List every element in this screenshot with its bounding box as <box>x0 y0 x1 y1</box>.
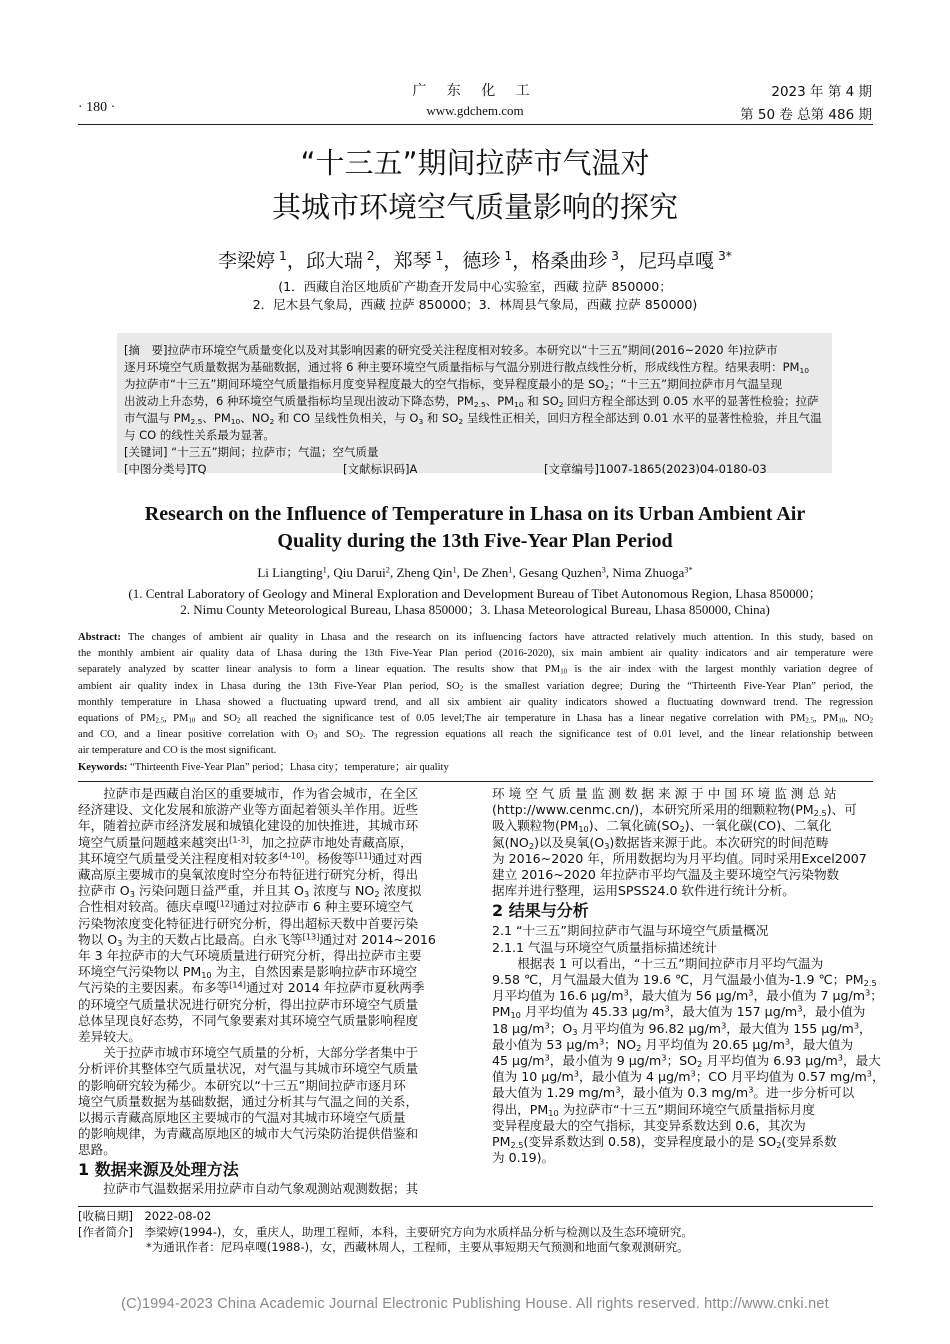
title-en-line1: Research on the Influence of Temperature in Lhasa on its Urban Ambient Air <box>144 503 806 525</box>
paragraph-line: 拉萨市是西藏自治区的重要城市，作为省会城市，在全区 <box>78 786 419 801</box>
paragraph-line: 得出，$PM_{10}$ 为拉萨市“十三五”期间环境空气质量指标月度 <box>492 1101 816 1118</box>
paragraph-line: 9.58 ℃，月气温最大值为 19.6 ℃，月气温最小值为-1.9 ℃；$PM_{2.5}$ <box>492 972 877 989</box>
abstract-cn-line: [摘 要]拉萨市环境空气质量变化以及对其影响因素的研究受关注程度相对较多。本研究以“十三五”期间(2016~2020 年)拉萨市 <box>124 343 778 357</box>
title-cn <box>0 141 950 229</box>
abstract-en-line: the monthly ambient air quality data of Lhasa during the 13th Five-Year Plan period (2016-2020), six main ambient air quality indicators and air temperature were <box>78 648 873 660</box>
paragraph-line: 其环境空气质量受关注程度相对较多[4-10]。杨俊等[11]通过对西 <box>78 850 423 866</box>
affiliations-en-2: 2. Nimu County Meteorological Bureau, Lhasa 850000；3. Lhasa Meteorological Bureau, Lhasa 850000, China) <box>180 602 770 617</box>
footnotes <box>78 1209 693 1256</box>
title-en-line2: Quality during the 13th Five-Year Plan Period <box>277 530 673 552</box>
paragraph-line: 差异较大。 <box>78 1029 141 1045</box>
title-cn-line1: “十三五”期间拉萨市气温对 <box>300 146 650 180</box>
abstract-en-line: separately analyzed by scatter linear analysis to form a linear equation. The results show that $PM_{10}$ is the air index with the largest monthly variation degree of <box>78 664 873 677</box>
authors-en: Li Liangting$^1$, Qiu Darui$^2$, Zheng Qin$^1$, De Zhen$^1$, Gesang Quzhen$^3$, Nima Zhuoga$^{3*}$ <box>257 564 693 580</box>
paragraph-line: 45 $\mu g/m^3$，最小值为 9 $\mu g/m^3$；$SO_2$ 月平均值为 6.93 $\mu g/m^3$，最大 <box>492 1052 881 1070</box>
affiliations-cn-1: (1．西藏自治区地质矿产勘查开发局中心实验室，西藏 拉萨 850000； <box>278 279 672 294</box>
paragraph-line: 污染物浓度变化特征进行研究分析，得出超标天数中首要污染 <box>78 915 419 931</box>
paragraph-line: 分析评价其整体空气质量状况，对气温与其城市环境空气质量 <box>78 1061 419 1077</box>
paragraph-line: 为 2016~2020 年，所用数据均为月平均值。同时采用Excel2007 <box>492 850 867 866</box>
keywords-en: Keywords: “Thirteenth Five-Year Plan” period；Lhasa city；temperature；air quality <box>78 761 449 773</box>
paragraph-line: 气污染的主要因素。布多等[14]通过对 2014 年拉萨市夏秋两季 <box>78 979 425 996</box>
paragraph-line: 关于拉萨市城市环境空气质量的分析，大部分学者集中于 <box>78 1045 419 1061</box>
abstract-en-line: monthly temperature in Lhasa showed a fluctuating upward trend, and all six ambient air quality indicators showed a fluctuating downward trend. The regression <box>78 696 873 708</box>
paragraph-line: 值为 10 $\mu g/m^3$，最小值为 4 $\mu g/m^3$；CO 月平均值为 0.57 $mg/m^3$， <box>492 1068 885 1085</box>
copyright-notice: (C)1994-2023 China Academic Journal Electronic Publishing House. All rights reserved. http://www.cnki.net <box>121 1296 829 1312</box>
authors-cn: 李梁婷 $^1$，邱大瑞 $^2$，郑琴 $^1$，德珍 $^1$，格桑曲珍 $^3$，尼玛卓嘎 $^{3*}$ <box>218 249 732 272</box>
page-number: · 180 · <box>78 100 116 115</box>
body-left-column <box>78 786 461 1197</box>
volume-label: 第 50 卷 总第 486 期 <box>740 107 872 123</box>
paragraph-line: 总体呈现良好态势，不同气象要素对其环境空气质量影响程度 <box>78 1012 419 1028</box>
paragraph-line: 年 3 年拉萨市的大气环境质量进行研究分析，得出拉萨市主要 <box>78 948 422 964</box>
article-id: [文章编号]1007-1865(2023)04-0180-03 <box>544 462 767 476</box>
section-heading-2: 2 结果与分析 <box>492 901 589 921</box>
paragraph-line: (http://www.cenmc.cn/)，本研究所采用的细颗粒物$(PM_{2.5})$、可 <box>492 802 857 819</box>
doc-code: [文献标识码]A <box>343 462 418 476</box>
paragraph-line: 的影响规律，为青藏高原地区的城市大气污染防治提供借鉴和 <box>78 1126 419 1142</box>
paragraph-line: 环 境 空 气 质 量 监 测 数 据 来 源 于 中 国 环 境 监 测 总 站 <box>492 786 837 801</box>
paragraph-line: 氮$(NO_2)$以及臭氧$(O_3)$数据皆来源于此。本次研究的时间范畴 <box>492 834 829 851</box>
abstract-en-line: ambient air quality index in Lhasa during the 13th Five-Year Plan period, $SO_2$ is the smallest variation degree; During the “Thirteenth Five-Year Plan” period, the <box>78 680 874 693</box>
paragraph-line: 建立 2016~2020 年拉萨市平均气温及主要环境空气污染物数 <box>492 867 840 883</box>
paragraph-line: 变异程度最大的空气指标，其变异系数达到 0.6，其次为 <box>492 1117 806 1133</box>
paragraph-line: 根据表 1 可以看出，“十三五”期间拉萨市月平均气温为 <box>492 955 824 971</box>
paragraph-line: 为 0.19)。 <box>492 1150 555 1166</box>
paragraph-line: 境空气质量数据为基础数据，通过分析其与气温之间的关系， <box>78 1093 419 1109</box>
paragraph-line: 合性相对较高。德庆卓嘎[12]通过对拉萨市 6 种主要环境空气 <box>78 898 414 915</box>
corresponding-author: *为通讯作者：尼玛卓嘎(1988-)，女，西藏林周人，工程师，主要从事短期天气预测和地面气象观测研究。 <box>146 1240 689 1254</box>
paragraph-line: 境空气质量问题越来越突出[1-3]，加之拉萨市地处青藏高原， <box>78 834 413 850</box>
paragraph-line: $PM_{10}$ 月平均值为 45.33 $\mu g/m^3$，最大值为 157 $\mu g/m^3$，最小值为 <box>492 1003 866 1021</box>
header-divider <box>78 124 873 125</box>
paragraph-line: 的影响研究较为稀少。本研究以“十三五”期间拉萨市逐月环 <box>78 1077 406 1093</box>
title-cn-line2: 其城市环境空气质量影响的探究 <box>271 190 678 224</box>
abstract-en-line: Abstract: The changes of ambient air quality in Lhasa and the research on its influencing factors have attracted relatively much attention. In this study, based on <box>78 632 873 643</box>
affiliations-en-1: (1. Central Laboratory of Geology and Mineral Exploration and Development Bureau of Tibet Autonomous Region, Lhasa 850000； <box>128 586 822 601</box>
abstract-cn-line: 逐月环境空气质量数据为基础数据，通过将 6 种主要环境空气质量指标与气温分别进行散点线性分析，形成线性方程。结果表明：$PM_{10}$ <box>124 360 809 375</box>
author-intro: [作者简介] 李梁婷(1994-)，女，重庆人，助理工程师，本科，主要研究方向为水质样品分析与检测以及生态环境研究。 <box>78 1224 693 1239</box>
abstract-en-line: and CO, and a linear positive correlation with $O_3$ and $SO_2$. The regression equations all reach the significance test of 0.01 level, and the linear relationship between <box>78 729 873 741</box>
subsection-heading-2-1-1: 2.1.1 气温与环境空气质量指标描述统计 <box>492 939 717 955</box>
subsection-heading-2-1: 2.1 “十三五”期间拉萨市气温与环境空气质量概况 <box>492 923 769 939</box>
classification-row <box>124 461 826 478</box>
paragraph-line: 年，随着拉萨市经济发展和城镇化建设的加快推进，其城市环 <box>78 818 419 834</box>
abstract-cn-line: 市气温与 $PM_{2.5}$、$PM_{10}$、$NO_2$ 和 CO 呈线性负相关，与 $O_3$ 和 $SO_2$ 呈线性正相关，回归方程全部达到 0.01 水平的显著性检验，并且气温 <box>124 411 822 426</box>
affiliations-cn-2: 2．尼木县气象局，西藏 拉萨 850000；3．林周县气象局，西藏 拉萨 850000) <box>252 297 698 312</box>
abstract-en-line: air temperature and CO is the most significant. <box>78 745 277 757</box>
abstract-cn-line: 为拉萨市“十三五”期间环境空气质量指标月度变异程度最大的空气指标，变异程度最小的是 $SO_2$；“十三五”期间拉萨市月气温呈现 <box>124 377 783 392</box>
paragraph-line: 据库并进行整理，运用SPSS24.0 软件进行统计分析。 <box>492 883 795 899</box>
paragraph-line: 18 $\mu g/m^3$；$O_3$ 月平均值为 96.82 $\mu g/m^3$，最大值为 155 $\mu g/m^3$， <box>492 1020 872 1037</box>
paragraph-line: 最大值为 1.29 $mg/m^3$，最小值为 0.3 $mg/m^3$。进一步分析可以 <box>492 1084 855 1101</box>
footnote-divider <box>78 1206 873 1207</box>
abstract-cn-line: 出波动上升态势，6 种环境空气质量指标均呈现出波动下降态势，$PM_{2.5}$、$PM_{10}$ 和 $SO_2$ 回归方程全部达到 0.05 水平的显著性检验；拉萨 <box>124 394 819 409</box>
journal-name: 广 东 化 工 <box>412 83 538 99</box>
paragraph-line: 以揭示青藏高原地区主要城市的气温对其城市环境空气质量 <box>78 1110 406 1126</box>
section-heading-1: 1 数据来源及处理方法 <box>78 1159 239 1179</box>
paragraph-line: 藏高原主要城市的臭氧浓度时空分布特征进行研究分析，得出 <box>78 867 419 883</box>
paragraph-line: 拉萨市 $O_3$ 污染问题日益严重，并且其 $O_3$ 浓度与 $NO_2$ 浓度拟 <box>78 883 422 900</box>
received-date: [收稿日期] 2022-08-02 <box>78 1209 212 1223</box>
issue-label: 2023 年 第 4 期 <box>771 84 872 100</box>
paragraph-line: 环境空气污染物以 $PM_{10}$ 为主，自然因素是影响拉萨市环境空 <box>78 964 418 981</box>
body-right-column <box>492 786 885 1166</box>
journal-website: www.gdchem.com <box>426 103 524 118</box>
clc-number: [中图分类号]TQ <box>124 462 207 476</box>
paragraph-line: 经济建设、文化发展和旅游产业等方面起着领头羊作用。近些 <box>78 802 419 818</box>
paragraph-line: 最小值为 53 $\mu g/m^3$；$NO_2$ 月平均值为 20.65 $\mu g/m^3$，最大值为 <box>492 1036 854 1053</box>
abstract-cn <box>124 342 826 478</box>
paragraph-line: 思路。 <box>78 1142 116 1158</box>
keywords-cn: [关键词] “十三五”期间；拉萨市；气温；空气质量 <box>124 445 379 459</box>
paragraph-line: 的环境空气质量状况进行研究分析，得出拉萨市环境空气质量 <box>78 996 419 1012</box>
abstract-en-line: equations of $PM_{2.5}$, $PM_{10}$ and $SO_2$ all reached the significance test of 0.05 level;The air temperature in Lhasa has a linear negative correlation with $PM_{2.5}$, $PM_{10}$, $NO_2$ <box>78 713 873 725</box>
abstract-cn-line: 与 CO 的线性关系最为显著。 <box>124 428 275 442</box>
body-divider <box>78 781 873 782</box>
paragraph-line: 月平均值为 16.6 $\mu g/m^3$，最大值为 56 $\mu g/m^3$，最小值为 7 $\mu g/m^3$； <box>492 987 883 1004</box>
paragraph-line: 吸入颗粒物$(PM_{10})$、二氧化硫$(SO_2)$、一氧化碳(CO)、二氧化 <box>492 818 832 835</box>
title-en <box>0 501 950 555</box>
paragraph-line: 拉萨市气温数据采用拉萨市自动气象观测站观测数据；其 <box>78 1180 419 1196</box>
paragraph-line: $PM_{2.5}$(变异系数达到 0.58)，变异程度最小的是 $SO_2$(变异系数 <box>492 1134 837 1151</box>
abstract-en <box>78 630 873 776</box>
paragraph-line: 物以 $O_3$ 为主的天数占比最高。白永飞等[13]通过对 2014~2016 <box>78 931 436 948</box>
